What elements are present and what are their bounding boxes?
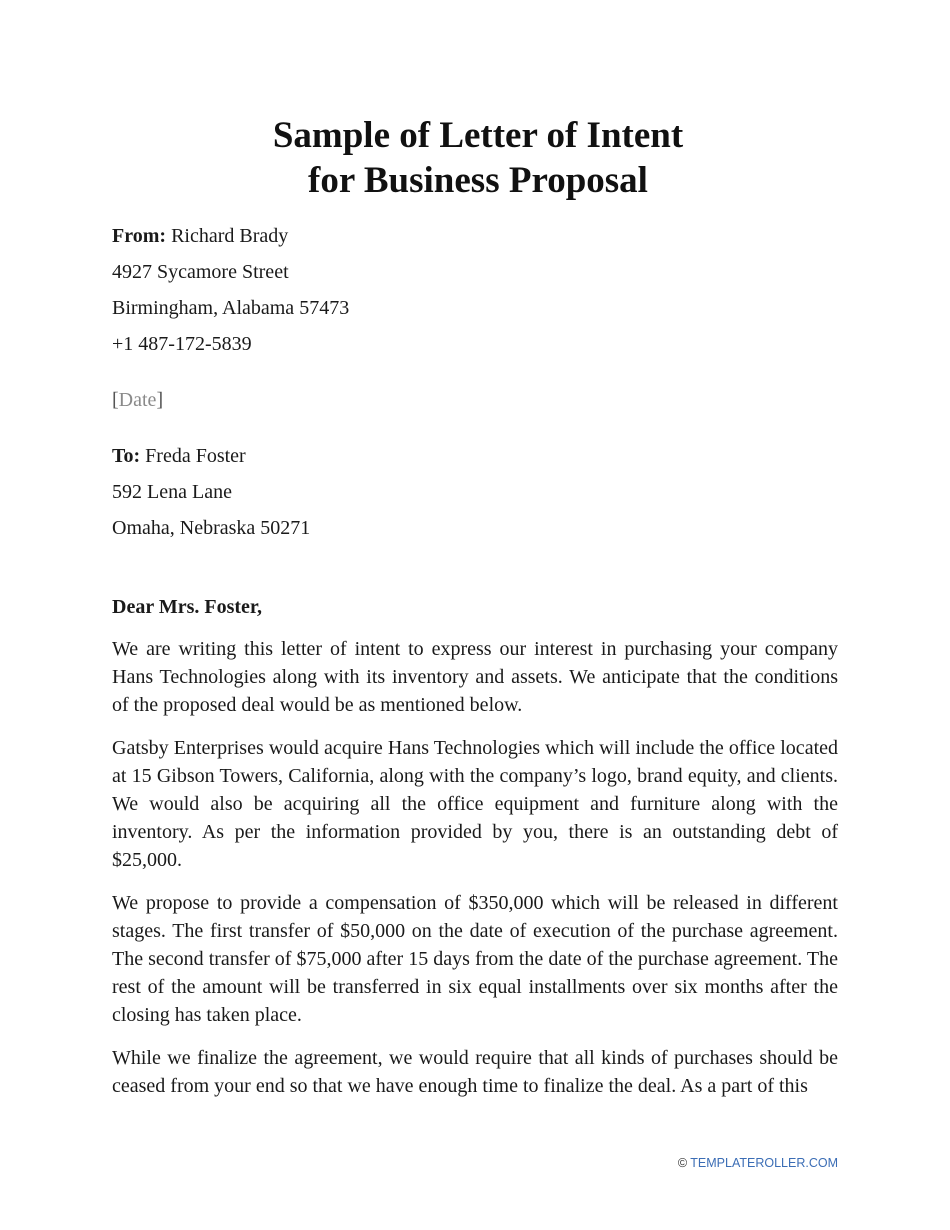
body-paragraph-3: We propose to provide a compensation of $350,000 which will be released in different stages. The first transfer of $50,000 on the date of execution of the purchase agreement. The second transfer of $75,000 after 15 days from the date of the purchase agreement. The rest of the amount will be transferred in six equal installments over six months after the closing has taken place.: [112, 892, 838, 1026]
recipient-name-line: [112, 444, 246, 468]
title-line-2: for Business Proposal: [308, 160, 648, 201]
from-label: From:: [112, 225, 167, 247]
recipient-city: Omaha, Nebraska 50271: [112, 517, 311, 539]
sender-name: Richard Brady: [171, 225, 289, 247]
date-line: [112, 388, 163, 412]
body-paragraph-2: Gatsby Enterprises would acquire Hans Technologies which will include the office located at 15 Gibson Towers, California, along with the company’s logo, brand equity, and clients. We would also be acquiring all the office equipment and furniture along with the inventory. As per the information provided by you, there is an outstanding debt of $25,000.: [112, 737, 838, 871]
date-close-bracket: ]: [156, 389, 164, 411]
document-title: [0, 113, 950, 203]
footer-site-link[interactable]: TEMPLATEROLLER.COM: [690, 1156, 838, 1170]
recipient-name: Freda Foster: [145, 445, 246, 467]
copyright-symbol: ©: [677, 1156, 688, 1170]
sender-street: 4927 Sycamore Street: [112, 261, 289, 283]
salutation: Dear Mrs. Foster,: [112, 596, 262, 618]
date-open-bracket: [: [112, 389, 119, 411]
footer-credit: [678, 1155, 838, 1171]
sender-phone: +1 487-172-5839: [112, 333, 252, 355]
recipient-street: 592 Lena Lane: [112, 481, 232, 503]
body-paragraph-1: We are writing this letter of intent to express our interest in purchasing your company Hans Technologies along with its inventory and assets. We anticipate that the conditions of the proposed deal would be as mentioned below.: [112, 638, 838, 716]
title-line-1: Sample of Letter of Intent: [272, 115, 684, 156]
to-label: To:: [112, 445, 141, 467]
body-paragraph-4: While we finalize the agreement, we would require that all kinds of purchases should be ceased from your end so that we have enough time to finalize the deal. As a part of this: [112, 1047, 838, 1097]
date-placeholder: Date: [118, 389, 157, 411]
sender-name-line: [112, 224, 288, 248]
sender-city: Birmingham, Alabama 57473: [112, 297, 350, 319]
